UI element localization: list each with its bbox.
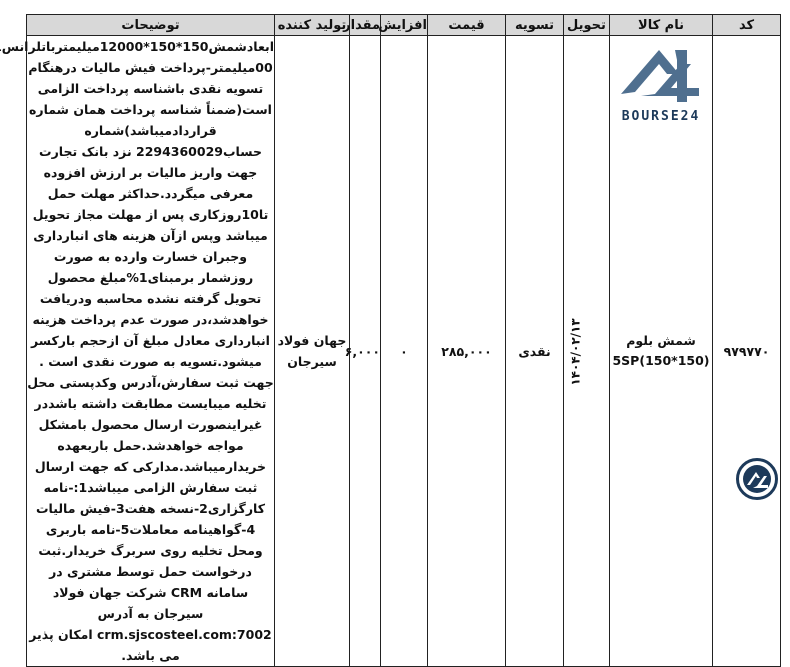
bourse24-logo [610, 44, 712, 124]
header-delivery: تحویل [564, 15, 610, 36]
bourse24-badge-icon [736, 458, 778, 500]
listing-table [1, 14, 781, 667]
header-row [27, 15, 781, 36]
header-description: توضیحات [27, 15, 275, 36]
header-settlement: تسویه [506, 15, 564, 36]
header-quantity: مقدار [350, 15, 381, 36]
header-increase: افزایش [381, 15, 428, 36]
table-row [27, 36, 781, 667]
logo-caption: BOURSE24 [621, 109, 701, 124]
delivery-date: ۱۴۰۴/۰۲/۱۳ [568, 317, 583, 386]
cell-producer [275, 36, 350, 667]
product-name-line1: شمش بلوم [626, 333, 696, 348]
producer-line2: سیرجان [287, 354, 337, 369]
cell-price: ۲۸۵,۰۰۰ [428, 36, 506, 667]
header-product: نام کالا [610, 15, 713, 36]
header-code: کد [713, 15, 781, 36]
cell-product [610, 36, 713, 667]
product-name [610, 331, 712, 371]
bourse24-logo-icon [615, 44, 707, 106]
cell-description: ابعادشمش150*150*12000میلیمترباتلرانس 00میلیمتر-پرداخت فیش مالیات درهنگام تسویه نقدی باشناسه پرداخت الزامی است(ضمناً شناسه پرداخت همان شماره قراردادمیباشد)شماره حساب2294360029 نزد بانک تجارت جهت واریز مالیات بر ارزش افزوده معرفی میگردد.حداکثر مهلت حمل تا10روزکاری پس از مهلت مجاز تحویل میباشد وپس ازآن هزینه های انبارداری وجبران خسارت وارده به صورت روزشمار برمبنای1%مبلغ محصول تحویل گرفته نشده محاسبه ودریافت خواهدشد،در صورت عدم پرداخت هزینه انبارداری معادل مبلغ آن ازحجم بارکسر میشود.تسویه به صورت نقدی است . جهت ثبت سفارش،آدرس وکدپستی محل تخلیه میبایست مطابقت داشته باشددر غیراینصورت ارسال محصول بامشکل مواجه خواهدشد.حمل باربعهده خریدارمیباشد.مدارکی که جهت ارسال ثبت سفارش الزامی میباشد1:-نامه کارگزاری2-نسخه هفت3-فیش مالیات 4-گواهینامه معاملات5-نامه باربری ومحل تخلیه روی سربرگ خریدار.ثبت درخواست حمل توسط مشتری در سامانه CRM شرکت جهان فولاد سیرجان به آدرس crm.sjscosteel.com:7002 امکان پذیر می باشد. [27, 36, 275, 667]
cell-code: ۹۷۹۷۷۰ [713, 36, 781, 667]
header-producer: تولید کننده [275, 15, 350, 36]
header-price: قیمت [428, 15, 506, 36]
producer-line1: جهان فولاد [277, 333, 347, 348]
cell-quantity: ۶,۰۰۰ [350, 36, 381, 667]
cell-increase: ۰ [381, 36, 428, 667]
product-name-line2: (150*150)5SP [612, 353, 710, 368]
cell-settlement: نقدی [506, 36, 564, 667]
cell-delivery [564, 36, 610, 667]
